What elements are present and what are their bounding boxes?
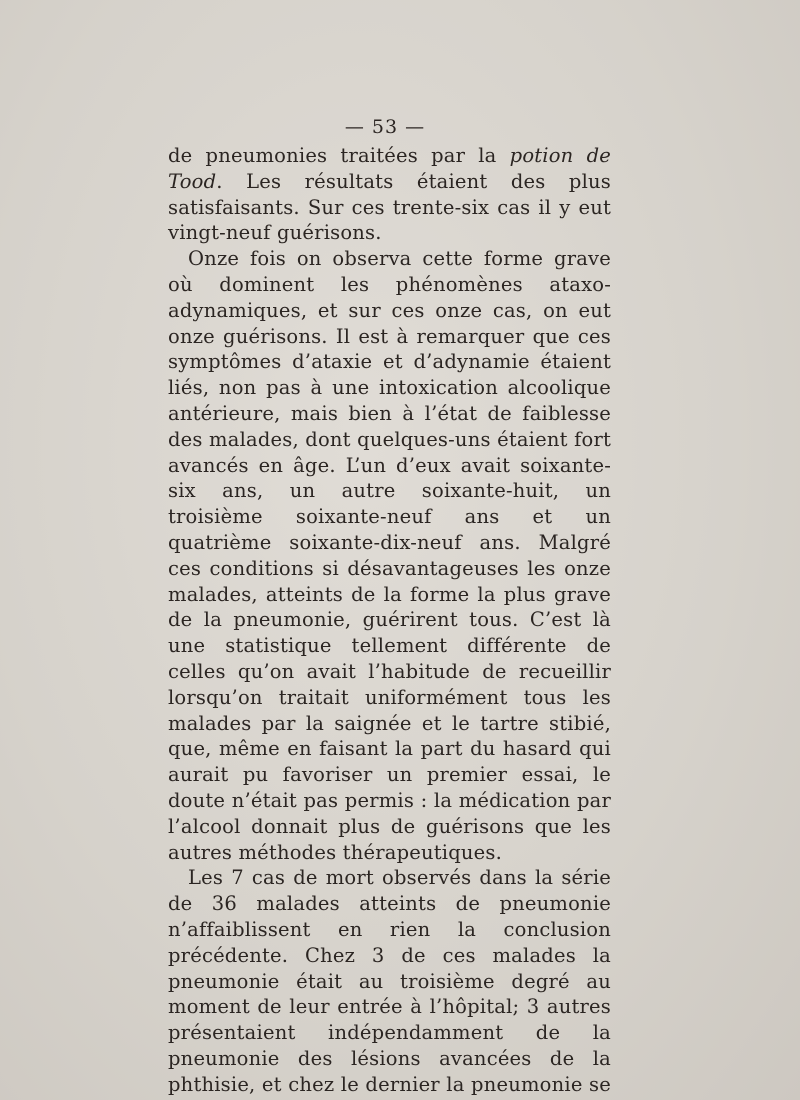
paragraph-1-emphasis: potion de Tood <box>168 144 611 193</box>
body-text <box>168 143 611 1097</box>
paragraph-1 <box>168 143 611 246</box>
paragraph-2: Onze fois on observa cette forme grave où dominent les phénomènes ataxo-adynamiques, et sur ces onze cas, on eut onze guérisons. Il est à remarquer que ces symptômes d’ataxie et d’adynamie étaient liés, non pas à une intoxication alcoolique antérieure, mais bien à l’état de faiblesse des malades, dont quelques-uns étaient fort avancés en âge. L’un d’eux avait soixante-six ans, un autre soixante-huit, un troisième soixante-neuf ans et un quatrième soixante-dix-neuf ans. Malgré ces conditions si désavantageuses les onze malades, atteints de la forme la plus grave de la pneumonie, guérirent tous. C’est là une statistique tellement différente de celles qu’on avait l’habitude de recueillir lorsqu’on traitait uniformément tous les malades par la saignée et le tartre stibié, que, même en faisant la part du hasard qui aurait pu favoriser un premier essai, le doute n’était pas permis : la médication par l’alcool donnait plus de guérisons que les autres méthodes thérapeutiques. <box>168 247 611 864</box>
paragraph-1-after: . Les résultats étaient des plus satisfaisants. Sur ces trente-six cas il y eut vingt-neuf guérisons. <box>168 169 611 245</box>
paragraph-1-before: de pneumonies traitées par la <box>168 144 510 167</box>
paragraph-3: Les 7 cas de mort observés dans la série de 36 malades atteints de pneumonie n’affaiblissent en rien la conclusion précédente. Chez 3 de ces malades la pneumonie était au troisième degré au moment de leur entrée à l’hôpital; 3 autres présentaient indépendamment de la pneumonie des lésions avancées de la phthisie, et chez le dernier la pneumonie se <box>168 866 611 1096</box>
page-number: — 53 — <box>344 116 426 138</box>
